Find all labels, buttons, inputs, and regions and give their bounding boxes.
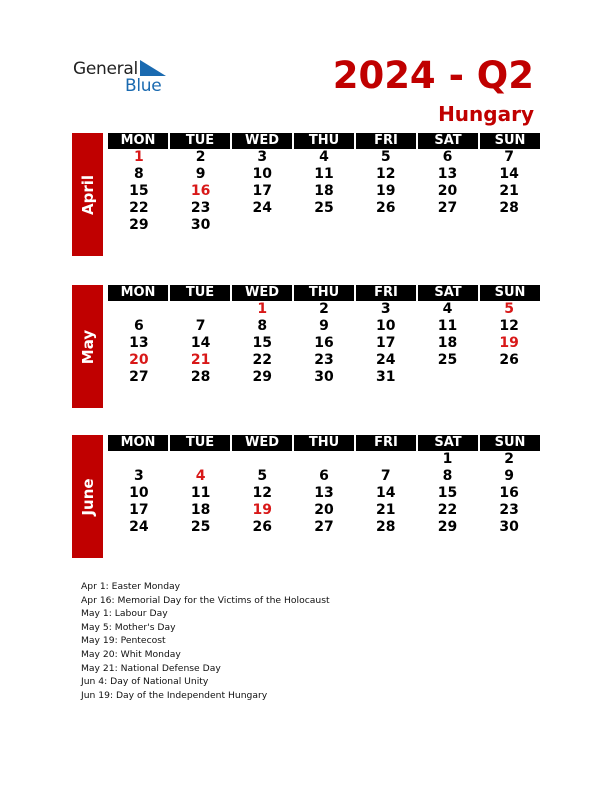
holiday-note: Jun 4: Day of National Unity — [81, 676, 209, 688]
day-cell: 26 — [499, 352, 519, 368]
day-cell: 16 — [314, 335, 334, 351]
day-cell: 25 — [314, 200, 334, 216]
week-row — [108, 200, 540, 217]
day-cell: 10 — [252, 166, 273, 182]
week-row — [108, 318, 540, 335]
day-cell — [108, 301, 170, 318]
day-cell: 29 — [252, 369, 273, 385]
weekday-label: TUE — [170, 435, 230, 451]
holiday-note: May 21: National Defense Day — [81, 662, 221, 674]
holiday-note: May 20: Whit Monday — [81, 648, 181, 660]
day-cell: 7 — [380, 468, 391, 484]
day-cell: 11 — [190, 485, 211, 501]
day-cell: 18 — [437, 335, 458, 351]
page-title: 2024 - Q2 — [332, 54, 534, 97]
month-name: April — [78, 174, 97, 215]
day-cell — [231, 217, 293, 234]
month-grid — [108, 435, 540, 536]
day-cell: 7 — [195, 318, 206, 334]
day-cell: 14 — [375, 485, 396, 501]
month-block-may — [72, 285, 540, 408]
day-cell: 11 — [314, 166, 334, 182]
day-cell: 8 — [133, 166, 144, 182]
day-cell: 30 — [314, 369, 334, 385]
day-cell: 17 — [129, 502, 149, 518]
day-cell: 28 — [375, 519, 396, 535]
day-cell: 19 — [375, 183, 396, 199]
day-cell — [108, 451, 170, 468]
day-cell — [231, 451, 293, 468]
day-cell: 25 — [437, 352, 458, 368]
logo-word-blue: Blue — [125, 76, 162, 96]
day-cell — [417, 369, 479, 386]
week-row — [108, 217, 540, 234]
weekday-label: WED — [232, 133, 292, 149]
month-block-june — [72, 435, 540, 558]
holiday-note: Jun 19: Day of the Independent Hungary — [81, 689, 268, 701]
day-cell — [478, 369, 540, 386]
day-cell: 14 — [190, 335, 211, 351]
week-row — [108, 451, 540, 468]
day-cell — [293, 217, 355, 234]
day-cell: 8 — [442, 468, 453, 484]
weekday-label: SAT — [418, 435, 478, 451]
day-cell: 6 — [133, 318, 144, 334]
day-cell: 15 — [129, 183, 149, 199]
day-cell: 5 — [380, 149, 391, 165]
day-cell: 5 — [257, 468, 268, 484]
day-cell: 13 — [437, 166, 458, 182]
day-cell: 15 — [437, 485, 458, 501]
weekday-label: SAT — [418, 133, 478, 149]
day-cell — [355, 217, 417, 234]
day-cell: 3 — [133, 468, 144, 484]
day-cell: 12 — [499, 318, 519, 334]
day-cell: 1 — [133, 149, 144, 165]
week-row — [108, 183, 540, 200]
day-cell: 26 — [252, 519, 273, 535]
day-cell: 2 — [195, 149, 206, 165]
day-cell: 23 — [499, 502, 519, 518]
logo-word-general: General — [73, 59, 138, 79]
day-cell: 31 — [375, 369, 396, 385]
month-tab — [72, 133, 103, 256]
day-cell: 18 — [190, 502, 211, 518]
day-cell: 17 — [375, 335, 396, 351]
day-cell: 14 — [499, 166, 519, 182]
day-cell: 24 — [252, 200, 273, 216]
day-cell: 23 — [190, 200, 211, 216]
day-cell: 4 — [319, 149, 329, 165]
weekday-label: WED — [232, 435, 292, 451]
day-cell: 4 — [195, 468, 206, 484]
day-cell: 13 — [129, 335, 149, 351]
weekday-header — [108, 133, 540, 149]
week-row — [108, 352, 540, 369]
day-cell: 10 — [129, 485, 149, 501]
day-cell: 20 — [129, 352, 149, 368]
weekday-label: SAT — [418, 285, 478, 301]
day-cell: 7 — [504, 149, 515, 165]
day-cell: 3 — [257, 149, 268, 165]
day-cell: 16 — [499, 485, 519, 501]
day-cell: 10 — [375, 318, 396, 334]
day-cell: 11 — [437, 318, 458, 334]
day-cell: 9 — [319, 318, 329, 334]
day-cell: 1 — [257, 301, 268, 317]
day-cell: 2 — [504, 451, 515, 467]
month-block-april — [72, 133, 540, 256]
day-cell: 20 — [437, 183, 458, 199]
day-cell: 23 — [314, 352, 334, 368]
day-cell: 15 — [252, 335, 273, 351]
week-row — [108, 301, 540, 318]
day-cell: 2 — [319, 301, 329, 317]
weekday-label: MON — [108, 133, 168, 149]
weekday-label: FRI — [356, 285, 416, 301]
day-cell: 18 — [314, 183, 334, 199]
day-cell: 13 — [314, 485, 334, 501]
day-cell: 27 — [129, 369, 149, 385]
weekday-label: THU — [294, 285, 354, 301]
weekday-label: SUN — [480, 133, 540, 149]
day-cell — [417, 217, 479, 234]
day-cell: 26 — [375, 200, 396, 216]
day-cell: 19 — [252, 502, 273, 518]
day-cell: 8 — [257, 318, 268, 334]
month-name: June — [78, 477, 97, 516]
day-cell: 30 — [190, 217, 211, 233]
week-row — [108, 166, 540, 183]
day-cell — [170, 451, 232, 468]
weekday-label: THU — [294, 133, 354, 149]
weekday-label: MON — [108, 285, 168, 301]
day-cell: 27 — [437, 200, 458, 216]
day-cell: 12 — [375, 166, 396, 182]
day-cell: 27 — [314, 519, 334, 535]
weekday-label: FRI — [356, 435, 416, 451]
weekday-label: SUN — [480, 435, 540, 451]
day-cell: 3 — [380, 301, 391, 317]
month-grid — [108, 285, 540, 386]
day-cell: 6 — [442, 149, 453, 165]
day-cell: 24 — [129, 519, 149, 535]
day-cell: 30 — [499, 519, 519, 535]
day-cell: 22 — [129, 200, 149, 216]
weekday-header — [108, 435, 540, 451]
day-cell: 21 — [375, 502, 396, 518]
week-row — [108, 519, 540, 536]
week-row — [108, 335, 540, 352]
day-cell: 22 — [252, 352, 273, 368]
day-cell: 20 — [314, 502, 334, 518]
week-row — [108, 485, 540, 502]
day-cell: 29 — [129, 217, 149, 233]
weekday-label: MON — [108, 435, 168, 451]
day-cell: 9 — [504, 468, 515, 484]
weekday-label: FRI — [356, 133, 416, 149]
day-cell: 19 — [499, 335, 519, 351]
month-grid — [108, 133, 540, 234]
day-cell: 9 — [195, 166, 206, 182]
day-cell: 21 — [190, 352, 211, 368]
weekday-label: SUN — [480, 285, 540, 301]
day-cell: 28 — [499, 200, 519, 216]
month-tab — [72, 285, 103, 408]
day-cell — [478, 217, 540, 234]
day-cell — [355, 451, 417, 468]
weekday-label: WED — [232, 285, 292, 301]
day-cell: 24 — [375, 352, 396, 368]
logo — [73, 58, 173, 98]
month-tab — [72, 435, 103, 558]
holiday-notes — [81, 580, 330, 702]
holiday-note: Apr 1: Easter Monday — [81, 581, 181, 592]
day-cell: 17 — [252, 183, 273, 199]
holiday-note: Apr 16: Memorial Day for the Victims of the Holocaust — [81, 594, 330, 606]
holiday-note: May 5: Mother's Day — [81, 621, 176, 633]
weekday-label: THU — [294, 435, 354, 451]
day-cell: 1 — [442, 451, 453, 467]
week-row — [108, 468, 540, 485]
country-name: Hungary — [438, 102, 534, 126]
day-cell — [170, 301, 232, 318]
holiday-note: May 19: Pentecost — [81, 635, 166, 647]
day-cell: 28 — [190, 369, 211, 385]
day-cell: 25 — [190, 519, 211, 535]
day-cell: 4 — [442, 301, 453, 317]
day-cell — [293, 451, 355, 468]
day-cell: 6 — [319, 468, 329, 484]
week-row — [108, 502, 540, 519]
weekday-label: TUE — [170, 285, 230, 301]
day-cell: 5 — [504, 301, 515, 317]
day-cell: 22 — [437, 502, 458, 518]
day-cell: 12 — [252, 485, 273, 501]
day-cell: 16 — [190, 183, 211, 199]
weekday-header — [108, 285, 540, 301]
day-cell: 21 — [499, 183, 519, 199]
weekday-label: TUE — [170, 133, 230, 149]
holiday-note: May 1: Labour Day — [81, 608, 168, 620]
month-name: May — [78, 329, 97, 364]
day-cell: 29 — [437, 519, 458, 535]
week-row — [108, 149, 540, 166]
week-row — [108, 369, 540, 386]
